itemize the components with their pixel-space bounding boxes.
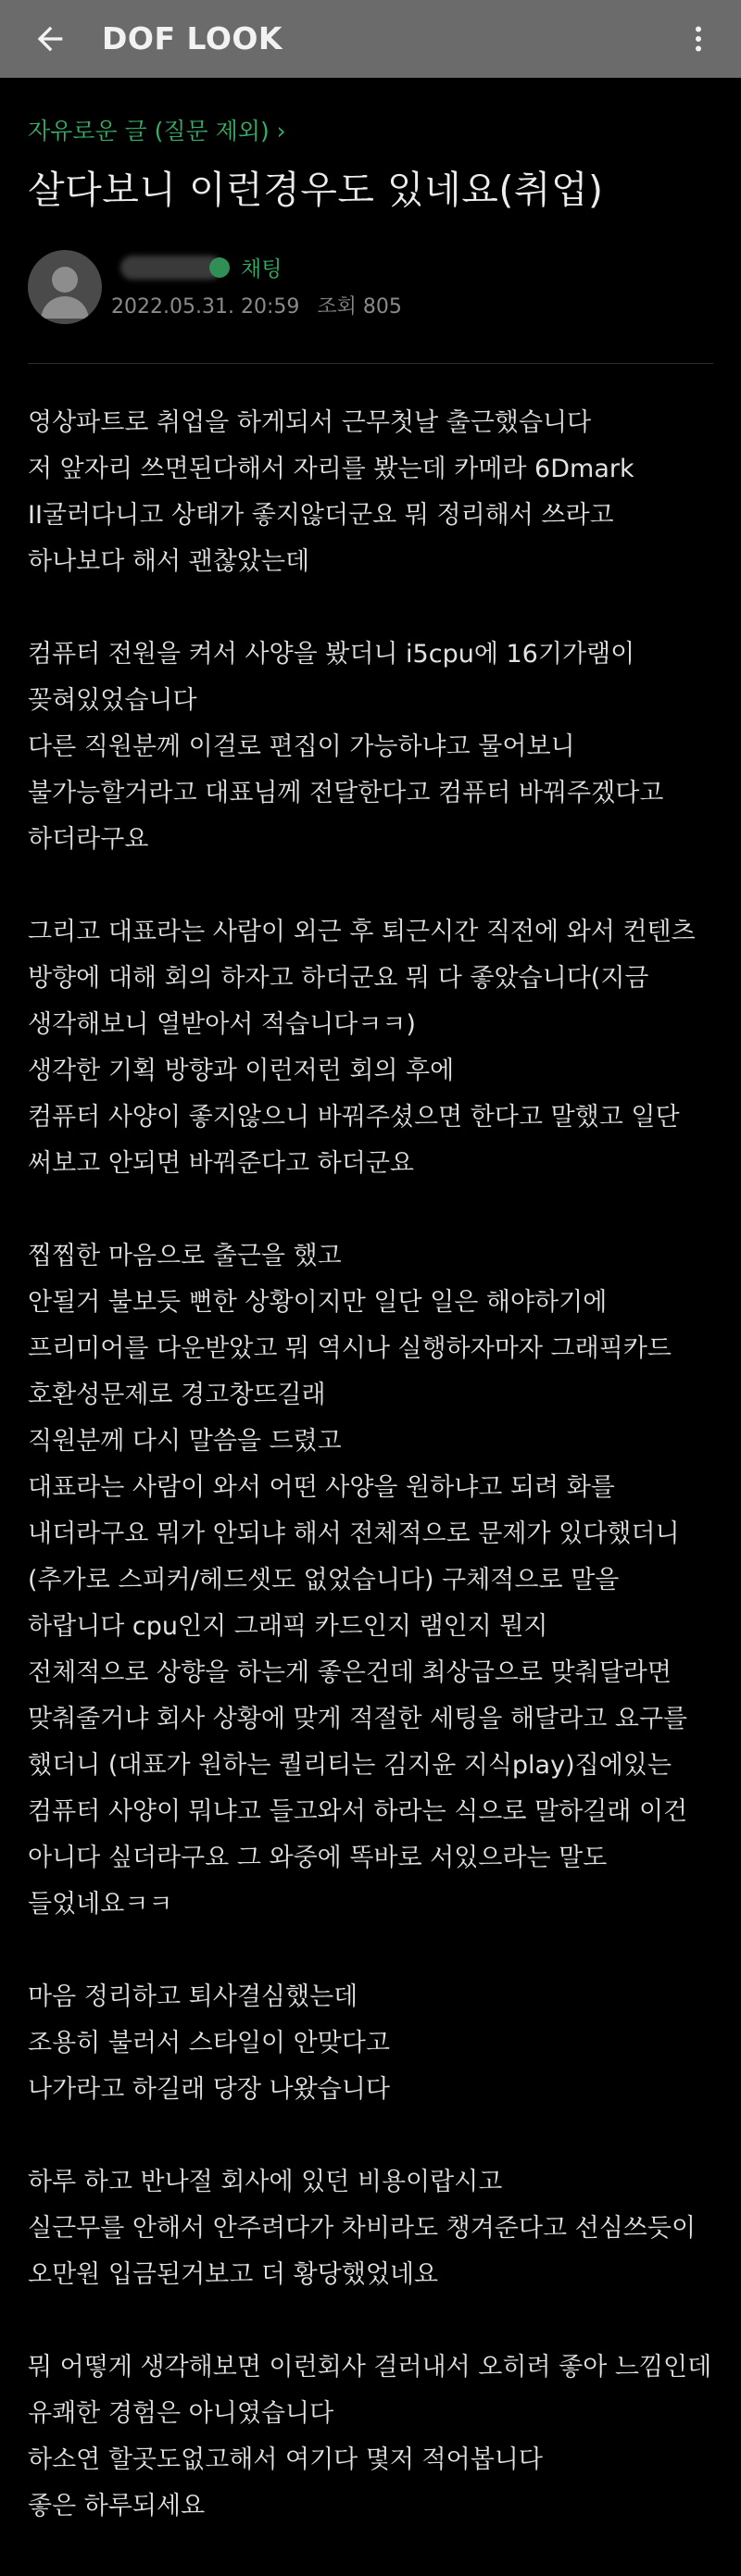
board-name: 자유로운 글 (질문 제외) <box>28 118 270 144</box>
text-line: 저 앞자리 쓰면된다해서 자리를 봤는데 카메라 6Dmark II굴러다니고 상태가 좋지않더군요 뭐 정리해서 쓰라고 하나보다 해서 괜찮았는데 <box>28 455 634 576</box>
text-line: 찝찝한 마음으로 출근을 했고 <box>28 1242 342 1270</box>
text-line: 안될거 불보듯 뻔한 상황이지만 일단 일은 해야하기에 프리미어를 다운받았고 뭐 역시나 실행하자마자 그래픽카드 호환성문제로 경고창뜨길래 <box>28 1288 672 1409</box>
text-line: 컴퓨터 사양이 좋지않으니 바꿔주셨으면 한다고 말했고 일단 써보고 안되면 바꿔준다고 하더군요 <box>28 1103 680 1178</box>
text-line: 생각한 기획 방향과 이런저런 회의 후에 <box>28 1057 455 1085</box>
author-tag[interactable]: 채팅 <box>241 257 283 281</box>
text-line: 하소연 할곳도없고해서 여기다 몇저 적어봅니다 <box>28 2445 543 2474</box>
post-title: 살다보니 이런경우도 있네요(취업) <box>28 168 604 212</box>
text-line: 영상파트로 취업을 하게되서 근무첫날 출근했습니다 <box>28 408 592 437</box>
paragraph <box>28 631 718 863</box>
more-options-button[interactable] <box>676 13 721 65</box>
board-link[interactable] <box>28 113 286 146</box>
text-line: 직원분께 다시 말씀을 드렸고 <box>28 1427 342 1456</box>
post-content <box>28 400 718 2576</box>
text-line: 하루 하고 반나절 회사에 있던 비용이랍시고 <box>28 2168 503 2196</box>
divider <box>28 363 713 364</box>
paragraph <box>28 2345 718 2530</box>
text-line: 대표라는 사람이 와서 어떤 사양을 원하냐고 되려 화를 내더라구요 뭐가 안되냐 해서 전체적으로 문제가 있다했더니(추가로 스피커/헤드셋도 없었습니다) 구체적으로 말을 하랍니다 cpu인지 그래픽 카드인지 램인지 뭔지 <box>28 1473 680 1641</box>
app-bar <box>0 0 741 78</box>
avatar[interactable] <box>28 250 102 324</box>
back-button[interactable] <box>24 13 76 65</box>
view-count: 조회 805 <box>317 295 402 319</box>
author-badge-icon <box>209 257 230 278</box>
post-meta <box>111 291 402 319</box>
text-line: 좋은 하루되세요 <box>28 2492 206 2520</box>
more-vertical-icon <box>682 20 715 57</box>
text-line: 다른 직원분께 이걸로 편집이 가능하냐고 물어보니 불가능할거라고 대표님께 전달한다고 컴퓨터 바꿔주겠다고 하더라구요 <box>28 732 664 854</box>
text-line: 나가라고 하길래 당장 나왔습니다 <box>28 2075 390 2104</box>
text-line: 그리고 대표라는 사람이 외근 후 퇴근시간 직전에 와서 컨텐츠 방향에 대해 회의 하자고 하더군요 뭐 다 좋았습니다(지금 생각해보니 열받아서 적습니다ㅋㅋ) <box>28 918 696 1039</box>
default-avatar-icon <box>28 250 102 324</box>
text-line: 마음 정리하고 퇴사결심했는데 <box>28 1982 358 2011</box>
paragraph <box>28 2159 718 2298</box>
paragraph <box>28 909 718 1187</box>
post-date: 2022.05.31. 20:59 <box>111 295 300 319</box>
author-name-redacted[interactable] <box>120 256 222 280</box>
text-line: 컴퓨터 전원을 켜서 사양을 봤더니 i5cpu에 16기가램이 꽂혀있었습니다 <box>28 640 635 715</box>
author-row <box>28 250 713 333</box>
paragraph <box>28 1233 718 1928</box>
text-line: 뭐 어떻게 생각해보면 이런회사 걸러내서 오히려 좋아 느낌인데 유쾌한 경험은 아니였습니다 <box>28 2353 712 2428</box>
text-line: 조용히 불러서 스타일이 안맞다고 <box>28 2029 390 2057</box>
paragraph <box>28 1974 718 2113</box>
text-line: 전체적으로 상향을 하는게 좋은건데 최상급으로 맞춰달라면 맞춰줄거냐 회사 상황에 맞게 적절한 세팅을 해달라고 요구를 했더니 (대표가 원하는 퀄리티는 김지윤 지식play)집에있는 컴퓨터 사양이 뭐냐고 들고와서 하라는 식으로 말하길래 이건 아니다 싶더라구요 그 와중에 똑바로 서있으라는 말도 들었네요ㅋㅋ <box>28 1658 688 1919</box>
text-line: 실근무를 안해서 안주려다가 차비라도 챙겨준다고 선심쓰듯이 오만원 입금된거보고 더 황당했었네요 <box>28 2214 697 2289</box>
paragraph <box>28 400 718 585</box>
app-title: DOF LOOK <box>102 20 283 56</box>
chevron-right-icon: › <box>276 118 286 144</box>
arrow-left-icon <box>31 20 69 57</box>
